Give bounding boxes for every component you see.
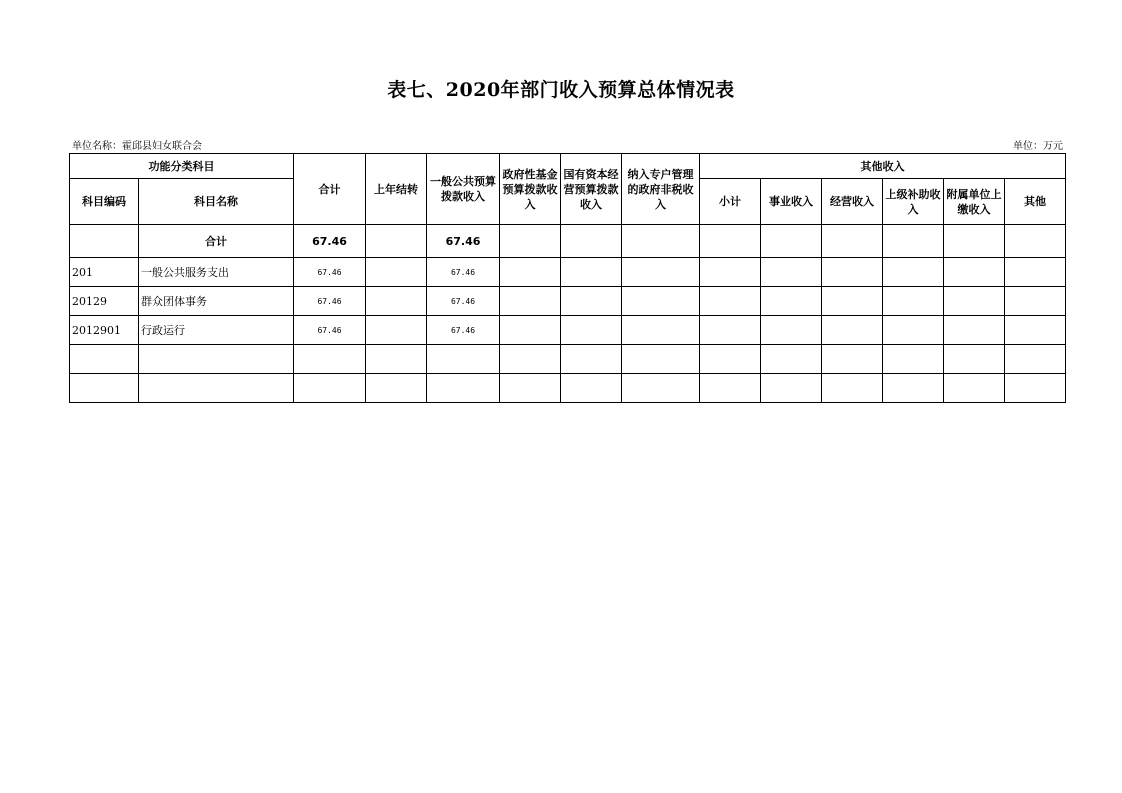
row-general-budget	[427, 345, 500, 374]
header-business: 事业收入	[761, 179, 822, 225]
header-state-capital: 国有资本经营预算拨款收入	[561, 154, 622, 225]
table-row	[70, 258, 1066, 287]
header-func-class: 功能分类科目	[70, 154, 294, 179]
row-code: 201	[70, 258, 139, 287]
header-non-tax: 纳入专户管理的政府非税收入	[622, 154, 700, 225]
row-code	[70, 345, 139, 374]
row-total: 67.46	[294, 258, 366, 287]
row-code: 20129	[70, 287, 139, 316]
row-name: 一般公共服务支出	[139, 258, 294, 287]
total-label: 合计	[139, 225, 294, 258]
header-code: 科目编码	[70, 179, 139, 225]
row-name	[139, 374, 294, 403]
header-superior-subsidy: 上级补助收入	[883, 179, 944, 225]
header-other-income: 其他收入	[700, 154, 1066, 179]
header-total: 合计	[294, 154, 366, 225]
row-total: 67.46	[294, 316, 366, 345]
row-total: 67.46	[294, 287, 366, 316]
page-title: 表七、2020年部门收入预算总体情况表	[387, 79, 735, 101]
total-row	[70, 225, 1066, 258]
header-subtotal: 小计	[700, 179, 761, 225]
row-general-budget: 67.46	[427, 316, 500, 345]
total-value: 67.46	[294, 225, 366, 258]
row-code	[70, 374, 139, 403]
unit-label: 单位：万元	[1013, 141, 1063, 152]
table-row	[70, 345, 1066, 374]
table-row	[70, 374, 1066, 403]
row-general-budget: 67.46	[427, 287, 500, 316]
header-affiliated: 附属单位上缴收入	[944, 179, 1005, 225]
unit-name-label: 单位名称：霍邱县妇女联合会	[72, 141, 202, 152]
header-operating: 经营收入	[822, 179, 883, 225]
row-total	[294, 345, 366, 374]
header-name: 科目名称	[139, 179, 294, 225]
row-general-budget: 67.46	[427, 258, 500, 287]
budget-table	[69, 153, 1066, 403]
table-row	[70, 316, 1066, 345]
row-general-budget	[427, 374, 500, 403]
header-gov-fund: 政府性基金预算拨款收入	[500, 154, 561, 225]
header-prev-balance: 上年结转	[366, 154, 427, 225]
header-general-budget: 一般公共预算拨款收入	[427, 154, 500, 225]
row-name	[139, 345, 294, 374]
header-other: 其他	[1005, 179, 1066, 225]
row-total	[294, 374, 366, 403]
table-row	[70, 287, 1066, 316]
total-general-budget: 67.46	[427, 225, 500, 258]
row-code: 2012901	[70, 316, 139, 345]
row-name: 行政运行	[139, 316, 294, 345]
row-name: 群众团体事务	[139, 287, 294, 316]
